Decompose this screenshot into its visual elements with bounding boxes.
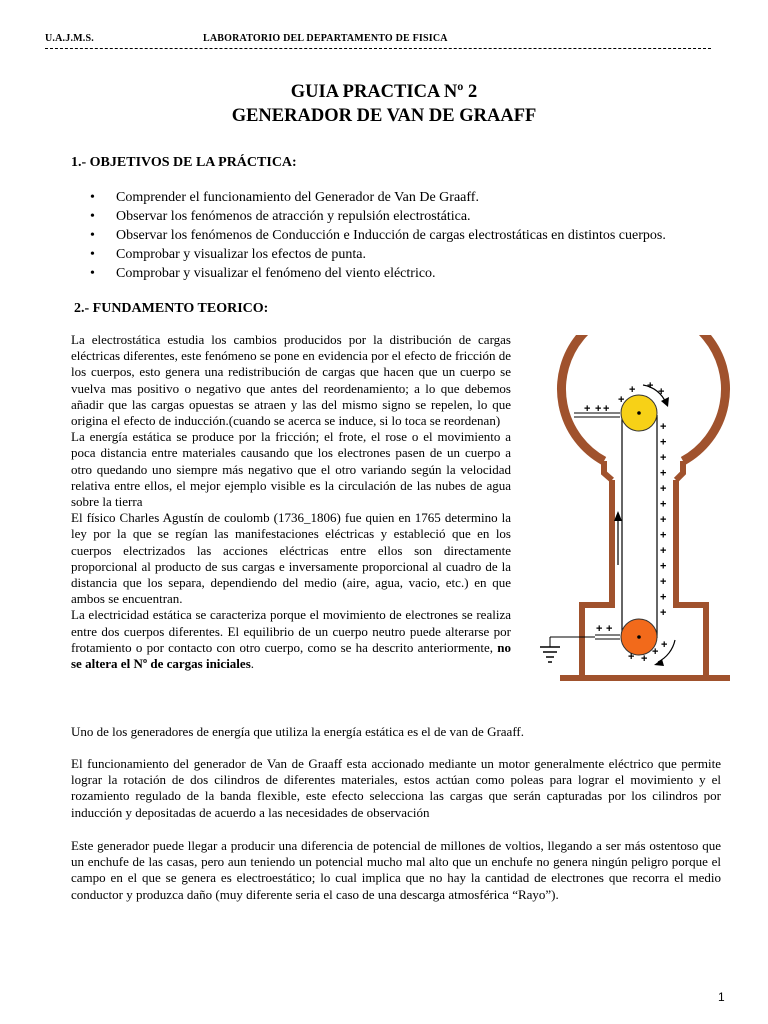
paragraph: Este generador puede llegar a producir una diferencia de potencial de millones de voltios, llegando a ser más ostentoso que un enchufe de las casas, pero aun teniendo un potencial mucho mal alto que un enchufe no genera ningún peligro porque el campo en el que se genera es electroestático; lo cual implica que no hay la cantidad de electrones que recorra el medio conductor y produzca daño (muy diferente seria el caso de una descarga atmosférica “Rayo”).	[71, 838, 721, 902]
column-left	[582, 480, 612, 678]
neck-left	[604, 461, 612, 480]
plus-sign: +	[660, 467, 667, 480]
plus-sign: +	[629, 384, 636, 396]
plus-sign: +	[660, 591, 667, 604]
paragraph: La energía estática se produce por la fricción; el frote, el rose o el movimiento a poca distancia entre materiales causando que los electrones pasen de un cuerpo a otro quedando uno siempre más negativo que el otro variando según la velocidad relativa entre ellos, el mejor ejemplo visible es la circulación de las nubes de agua sobre la tierra	[71, 429, 511, 510]
plus-sign: +	[660, 545, 667, 557]
plus-sign: +	[606, 623, 613, 635]
plus-sign: +	[661, 639, 668, 651]
plus-sign: +	[584, 403, 591, 415]
list-item: • Comprender el funcionamiento del Generador de Van De Graaff.	[70, 188, 730, 207]
plus-sign: +	[660, 436, 667, 449]
header-left: U.A.J.M.S.	[45, 33, 94, 44]
plus-sign: +	[660, 514, 667, 526]
plus-sign: +	[618, 394, 625, 406]
paragraph	[71, 607, 511, 672]
list-item: • Observar los fenómenos de atracción y repulsión electrostática.	[70, 207, 730, 226]
paragraph-end: .	[250, 656, 254, 672]
function-paragraph	[71, 756, 721, 821]
objectives-list	[70, 188, 730, 283]
plus-sign: +	[652, 646, 659, 658]
column-right	[676, 480, 706, 678]
plus-sign: +	[647, 380, 654, 392]
plus-sign: +	[596, 623, 603, 635]
plus-sign: +	[660, 483, 667, 495]
paragraph: La electrostática estudia los cambios producidos por la distribución de cargas eléctricas diferentes, este fenómeno se pone en evidencia por el efecto de fricción de los cuerpos, esto genera una redistribución de cargas que hacen que un cuerpo se vuelva mas positivo o negativo que antes del reordenamiento; a lo que debemos añadir que las cargas opuestas se atraen y las del mismo signo se repelen, lo que origina el efecto de inducción.(cuando se acerca se induce, si lo toca se reordenan)	[71, 332, 511, 429]
header-center: LABORATORIO DEL DEPARTAMENTO DE FISICA	[203, 33, 448, 44]
page-subtitle: GENERADOR DE VAN DE GRAAFF	[231, 106, 537, 126]
plus-sign: +	[658, 386, 665, 398]
list-item: • Comprobar y visualizar los efectos de punta.	[70, 245, 730, 264]
header-divider	[45, 48, 711, 49]
page-number: 1	[718, 990, 725, 1004]
theory-column	[71, 332, 511, 672]
plus-sign: +	[595, 403, 602, 415]
plus-sign: +	[660, 421, 667, 433]
van-de-graaff-figure	[540, 335, 740, 695]
page-title: GUIA PRACTICA Nº 2	[290, 82, 478, 102]
paragraph: El físico Charles Agustín de coulomb (1736_1806) fue quien en 1765 determino la ley por la que se regían las manifestaciones eléctricas y estableció que en los cuerpos electrizados las acciones eléctricas entre ellos son directamente proporcional al producto de sus cargas e inversamente proporcional al cuadro de la distancia que los separa, dependiendo del medio (aire, agua, vacio, etc.) en que ambos se encuentran.	[71, 510, 511, 607]
plus-sign: +	[660, 607, 667, 619]
neck-right	[676, 461, 683, 480]
paragraph-bold: no se altera el Nº de cargas iniciales	[71, 639, 511, 672]
up-arrow-head	[614, 511, 622, 521]
plus-sign: +	[660, 576, 667, 588]
rotation-arrow-top-head	[661, 397, 669, 407]
plus-sign: +	[641, 653, 648, 665]
list-item: • Observar los fenómenos de Conducción e Inducción de cargas electrostáticas en distintos cuerpos.	[70, 226, 730, 245]
top-pulley-axle	[637, 411, 641, 415]
list-item: • Comprobar y visualizar el fenómeno del viento eléctrico.	[70, 264, 730, 283]
plus-sign: +	[660, 560, 667, 573]
paragraph: Uno de los generadores de energía que utiliza la energía estática es el de van de Graaff.	[71, 724, 524, 739]
plus-sign: +	[660, 529, 667, 542]
paragraph-text: La electricidad estática se caracteriza porque el movimiento de electrones se realiza entre dos cuerpos diferentes. El equilibrio de un cuerpo neutro puede alterarse por frotamiento o por contacto con otro cuerpo, como se ha descrito anteriormente,	[71, 607, 511, 655]
paragraph: El funcionamiento del generador de Van de Graaff esta accionado mediante un motor generalmente eléctrico que permite lograr la rotación de dos cilindros de diferentes materiales, estos actúan como poleas para lograr el movimiento y el rozamiento regulado de la banda flexible, este efecto selecciona las cargas que serán capturadas por los cilindros por inducción y depositadas de acuerdo a las necesidades de observación	[71, 756, 721, 820]
plus-sign: +	[628, 651, 635, 663]
plus-sign: +	[660, 498, 667, 511]
plus-sign: +	[603, 403, 610, 415]
section1-heading: 1.- OBJETIVOS DE LA PRÁCTICA:	[71, 155, 297, 170]
base	[560, 675, 730, 681]
intro-generator	[71, 724, 721, 740]
section2-heading: 2.- FUNDAMENTO TEORICO:	[74, 301, 269, 316]
bottom-pulley-axle	[637, 635, 641, 639]
potential-paragraph	[71, 838, 721, 903]
plus-sign: +	[660, 452, 667, 464]
